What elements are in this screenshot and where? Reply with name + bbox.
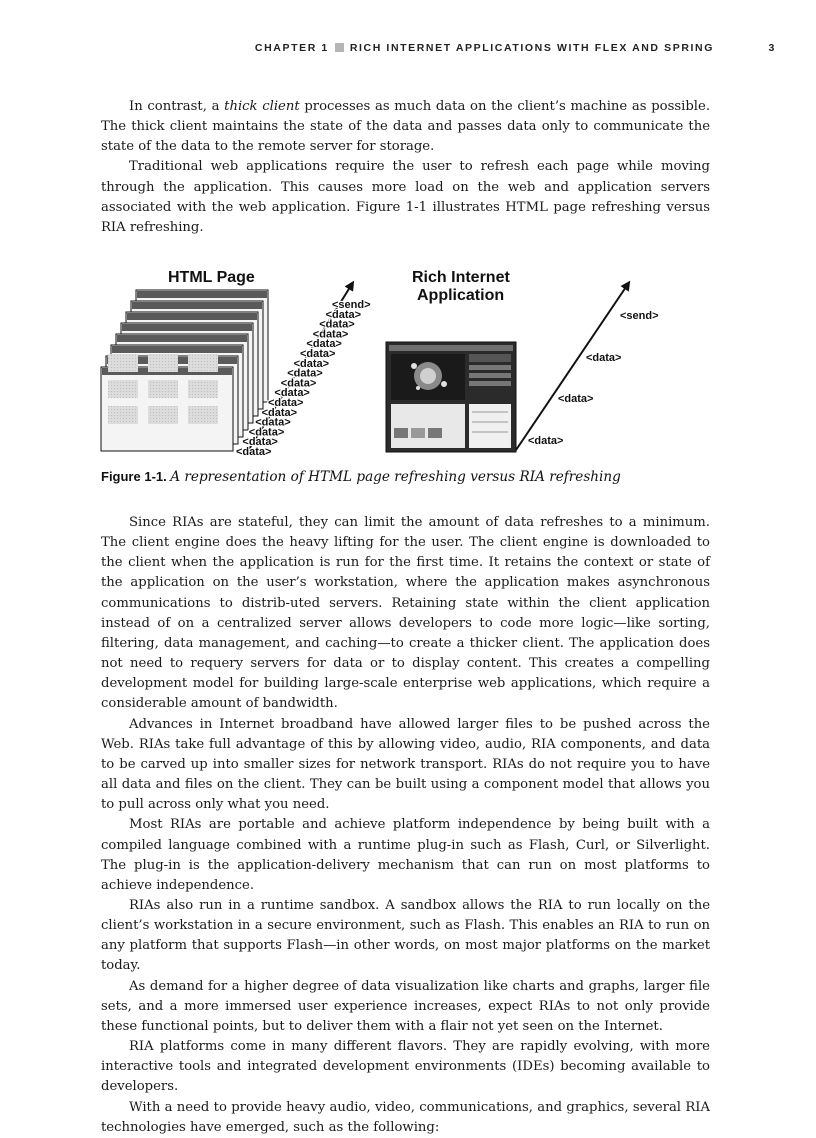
html-data-tag: <data> [312, 328, 349, 341]
main-paragraphs [101, 513, 710, 1138]
paragraph: Since RIAs are stateful, they can limit the amount of data refreshes to a minimum. The client engine does the heavy lifting for the user. The client engine is downloaded to the client when the application is run for the first time. It retains the context or state of the application on the user’s workstation, where the application makes asynchronous communications to distrib-uted servers. Retaining state within the client application instead of on a centralized server allows developers to code more logic—like sorting, filtering, data management, and caching—to create a thicker client. The application does not need to requery servers for data or to display content. This creates a compelling development model for building large-scale enterprise web applications, which require a considerable amount of bandwidth. [101, 515, 710, 712]
html-send-tag: <send> [332, 299, 371, 311]
stacked-pages-icon [101, 290, 268, 451]
html-data-tag: <data> [293, 357, 330, 370]
separator-square-icon [335, 43, 344, 52]
paragraph: As demand for a higher degree of data visualization like charts and graphs, larger file sets, and a more immersed user experience increases, expect RIAs to not only provide these functional points, but to deliver them with a flair not yet seen on the Internet. [101, 978, 710, 1034]
html-data-tag: <data> [261, 406, 298, 419]
paragraph: RIA platforms come in many different flavors. They are rapidly evolving, with more interactive tools and integrated development environments (IDEs) becoming available to developers. [101, 1039, 710, 1095]
chapter-label: CHAPTER 1 [254, 42, 329, 54]
figure-1-1 [96, 262, 696, 462]
paragraph-text: processes as much data on the client’s machine as possible. The thick client maintains the state of the data and passes data only to communicate the state of the data to the remote server for storage. [101, 99, 711, 155]
ria-send-tag: <send> [620, 310, 659, 322]
paragraph-text: In contrast, a [129, 99, 225, 114]
ria-label-line2: Application [417, 287, 505, 304]
ria-label-line1: Rich Internet [412, 269, 510, 286]
paragraph: Traditional web applications require the user to refresh each page while moving through the application. This causes more load on the web and application servers associated with the web application. Figure 1-1 illustrates HTML page refreshing versus RIA refreshing. [101, 159, 710, 235]
figure-caption [101, 469, 716, 486]
chapter-title: RICH INTERNET APPLICATIONS WITH FLEX AND SPRING [349, 42, 714, 54]
ria-data-tag: <data> [558, 393, 594, 405]
paragraph [101, 97, 710, 157]
html-data-tag: <data> [255, 416, 291, 429]
figure-illustration [96, 262, 696, 462]
paragraph: RIAs also run in a runtime sandbox. A sandbox allows the RIA to run locally on the client’s workstation in a secure environment, such as Flash. This enables an RIA to run on any platform that supports Flash—in other words, on most major platforms on the market today. [101, 897, 710, 974]
html-data-tag: <data> [274, 387, 310, 400]
paragraph: Advances in Internet broadband have allowed larger files to be pushed across the Web. RIAs take full advantage of this by allowing video, audio, RIA components, and data to be carved up into smaller sizes for network transport. RIAs do not require you to have all data and files on the client. They can be built using a component model that allows you to pull across only what you need. [101, 716, 710, 813]
html-data-tag: <data> [325, 308, 362, 321]
running-head [100, 42, 776, 58]
emphasis-term: thick client [224, 99, 300, 114]
html-data-tag: <data> [300, 348, 336, 360]
page-number: 3 [768, 42, 776, 54]
html-data-tag: <data> [280, 377, 317, 390]
html-data-tag: <data> [287, 367, 323, 380]
intro-paragraphs [101, 97, 710, 238]
caption-text: A representation of HTML page refreshing versus RIA refreshing [170, 469, 621, 485]
html-data-tag: <data> [242, 436, 278, 449]
paragraph: With a need to provide heavy audio, video, communications, and graphics, several RIA technologies have emerged, such as the following: [101, 1099, 710, 1135]
running-head-title [255, 42, 714, 54]
paragraph: Most RIAs are portable and achieve platform independence by being built with a compiled language combined with a runtime plug-in such as Flash, Curl, or Silverlight. The plug-in is the application-delivery mechanism that can run on most platforms to achieve independence. [101, 817, 710, 893]
html-data-tag: <data> [248, 426, 285, 439]
right-arrow [516, 284, 628, 450]
html-data-tag: <data> [236, 446, 272, 458]
ria-data-tag: <data> [586, 352, 622, 364]
ria-data-tag: <data> [528, 435, 564, 447]
html-data-tag: <data> [306, 338, 342, 351]
ria-screenshot-icon [386, 342, 516, 452]
html-page-label: HTML Page [168, 269, 255, 286]
html-data-tag: <data> [319, 318, 355, 331]
caption-number: Figure 1-1. [101, 469, 167, 484]
html-data-tag: <data> [268, 397, 304, 409]
